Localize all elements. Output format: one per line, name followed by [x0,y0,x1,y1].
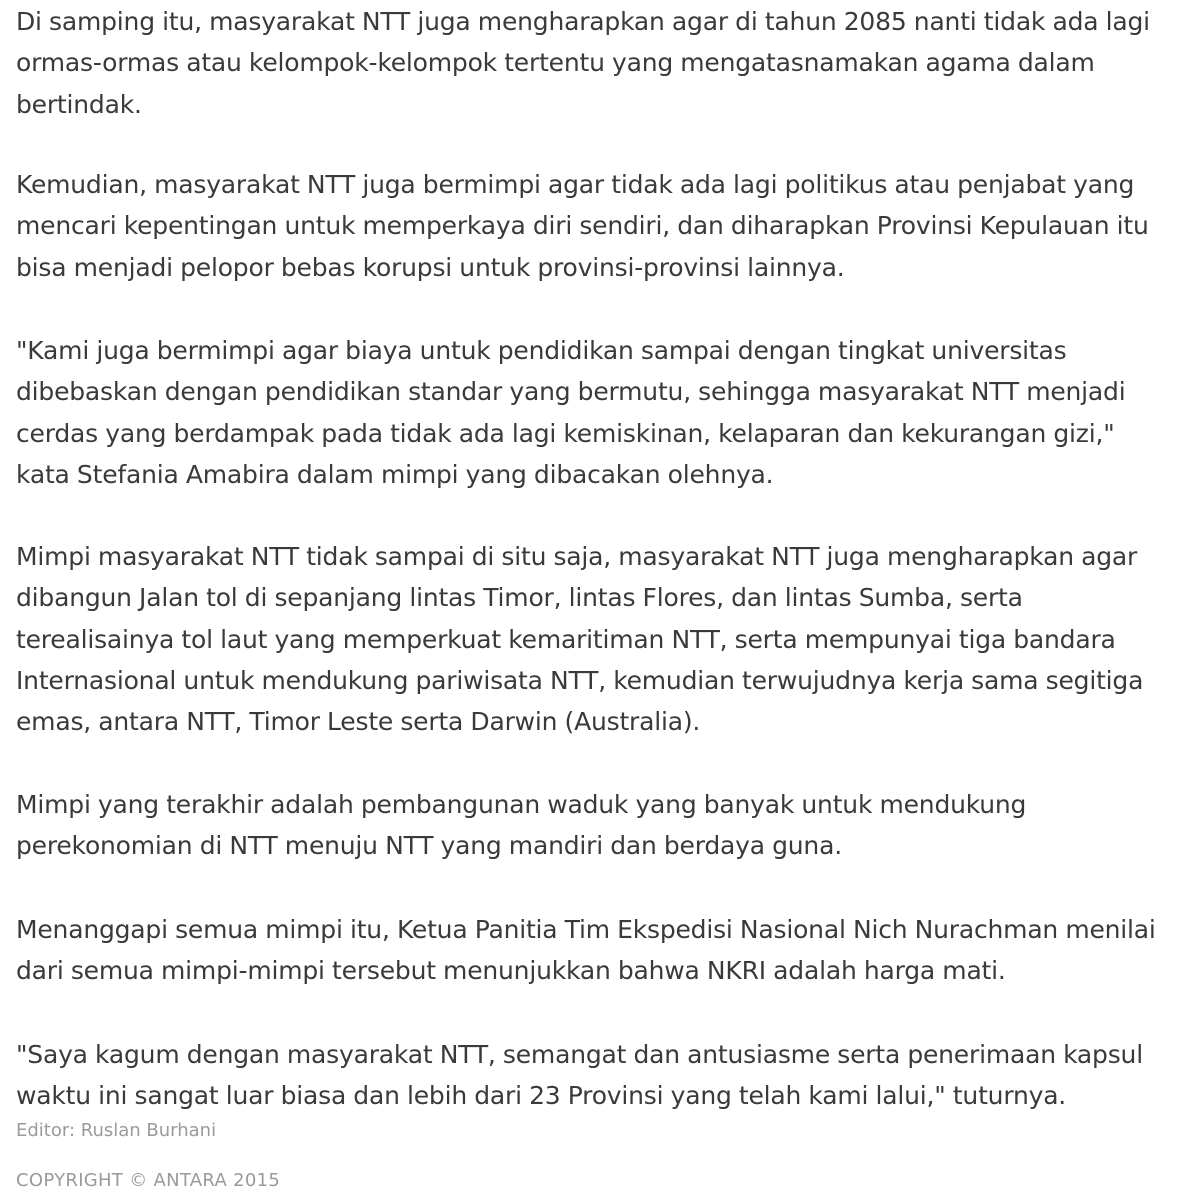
article-paragraph: Mimpi masyarakat NTT tidak sampai di situ saja, masyarakat NTT juga mengharapkan agar dibangun Jalan tol di sepanjang lintas Timor, lintas Flores, dan lintas Sumba, serta terealisainya tol laut yang memperkuat kemaritiman NTT, serta mempunyai tiga bandara Internasional untuk mendukung pariwisata NTT, kemudian terwujudnya kerja sama segitiga emas, antara NTT, Timor Leste serta Darwin (Australia). [16,542,1144,737]
article-paragraph: "Kami juga bermimpi agar biaya untuk pendidikan sampai dengan tingkat universitas dibebaskan dengan pendidikan standar yang bermutu, sehingga masyarakat NTT menjadi cerdas yang berdampak pada tidak ada lagi kemiskinan, kelaparan dan kekurangan gizi," kata Stefania Amabira dalam mimpi yang dibacakan olehnya. [16,336,1126,489]
article-paragraph: Mimpi yang terakhir adalah pembangunan waduk yang banyak untuk mendukung perekonomian di NTT menuju NTT yang mandiri dan berdaya guna. [16,790,1027,861]
article-paragraph: "Saya kagum dengan masyarakat NTT, semangat dan antusiasme serta penerimaan kapsul waktu ini sangat luar biasa dan lebih dari 23 Provinsi yang telah kami lalui," tuturnya. [16,1040,1143,1111]
article-paragraph: Menanggapi semua mimpi itu, Ketua Panitia Tim Ekspedisi Nasional Nich Nurachman menilai dari semua mimpi-mimpi tersebut menunjukkan bahwa NKRI adalah harga mati. [16,915,1156,986]
article-paragraph: Kemudian, masyarakat NTT juga bermimpi agar tidak ada lagi politikus atau penjabat yang mencari kepentingan untuk memperkaya diri sendiri, dan diharapkan Provinsi Kepulauan itu bisa menjadi pelopor bebas korupsi untuk provinsi-provinsi lainnya. [16,170,1149,282]
editor-credit: Editor: Ruslan Burhani [16,1120,217,1141]
article-paragraph: Di samping itu, masyarakat NTT juga mengharapkan agar di tahun 2085 nanti tidak ada lagi ormas-ormas atau kelompok-kelompok tertentu yang mengatasnamakan agama dalam bertindak. [16,7,1150,119]
copyright-notice: COPYRIGHT © ANTARA 2015 [16,1170,281,1191]
